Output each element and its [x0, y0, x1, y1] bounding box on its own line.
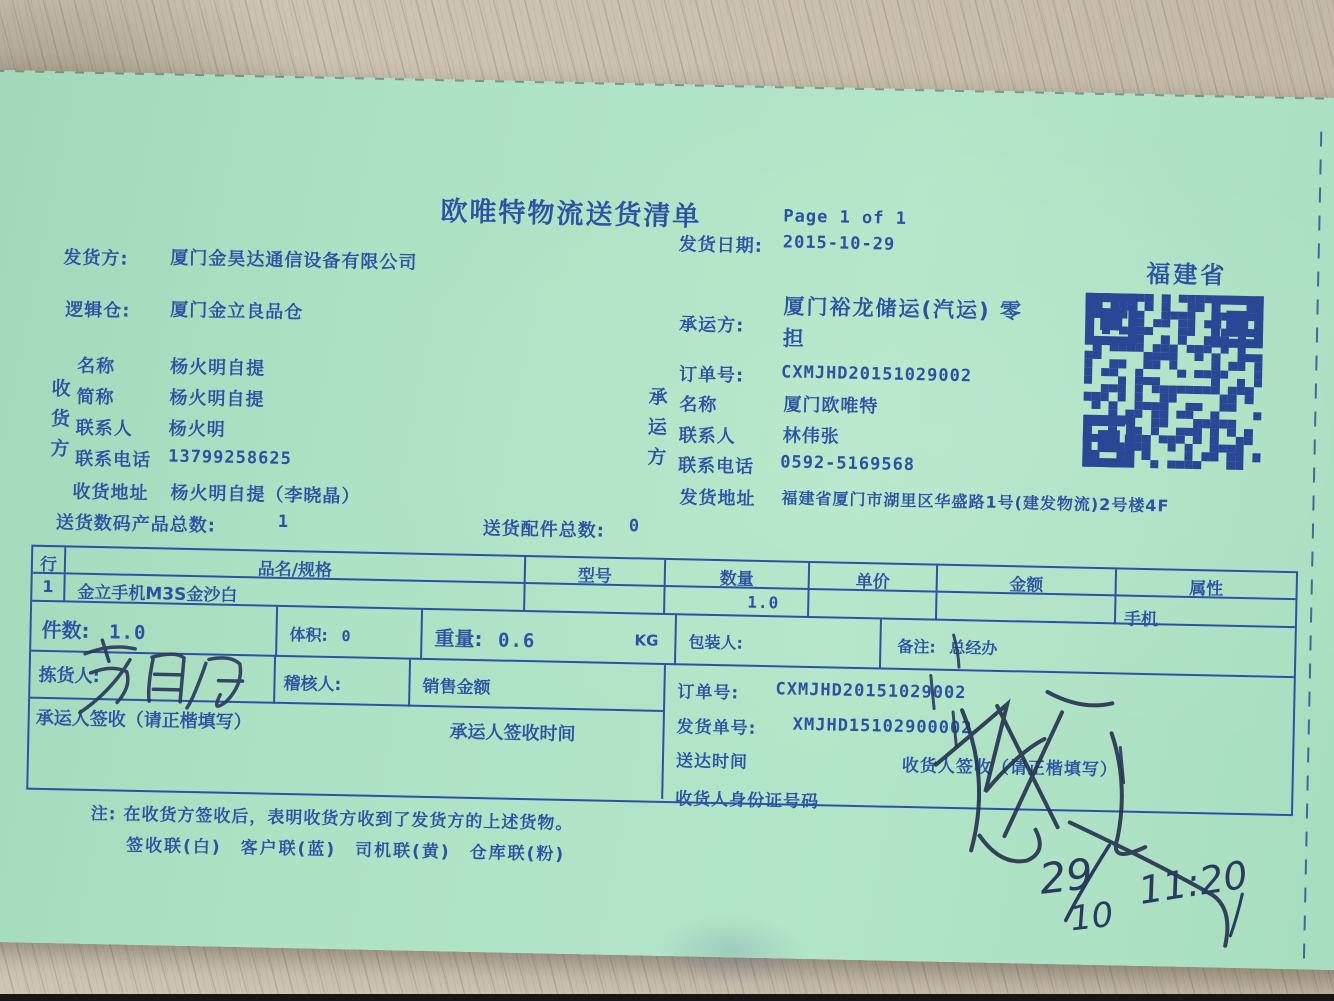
- sign-section: [28, 652, 1294, 814]
- header-cell-qty: 数量: [666, 560, 811, 590]
- weight-unit: KG: [634, 631, 659, 650]
- carrier-contact-value: 林伟张: [782, 425, 840, 448]
- consignee-contact-label: 联系人: [75, 417, 134, 440]
- shipper-value: 厦门金昊达通信设备有限公司: [170, 247, 418, 274]
- ship-date-label: 发货日期:: [678, 234, 764, 257]
- sign-left-column: [28, 652, 666, 801]
- items-table: [26, 545, 1298, 816]
- ship-address-label: 发货地址: [679, 487, 756, 510]
- sales-amount-label: 销售金额: [410, 660, 666, 712]
- block-order-value: CXMJHD20151029002: [775, 679, 967, 704]
- volume-value: 0: [341, 627, 352, 646]
- consignee-name-value: 杨火明自提: [169, 356, 266, 380]
- item-unit-price: [809, 590, 938, 621]
- perforation-line: [1303, 132, 1323, 970]
- header-cell-attribute: 属性: [1116, 569, 1296, 600]
- consignee-short-value: 杨火明自提: [169, 387, 265, 411]
- header-cell-name: 品名/规格: [66, 547, 526, 584]
- carrier-phone-label: 联系电话: [677, 455, 755, 478]
- warehouse-value: 厦门金立良品仓: [170, 299, 304, 324]
- pieces-label: 件数:: [41, 617, 90, 643]
- handwritten-date-day: 29: [1036, 848, 1096, 904]
- weight-value: 0.6: [497, 629, 536, 653]
- digital-total-value: 1: [277, 511, 290, 533]
- photo-bottom-strip: [0, 994, 1334, 1001]
- digital-total-label: 送货数码产品总数:: [55, 512, 217, 537]
- carrier-side-label: 承运方: [643, 386, 668, 477]
- volume-cell: [277, 607, 423, 660]
- consignee-name-label: 名称: [76, 355, 116, 378]
- block-shipment-label: 发货单号:: [676, 717, 757, 739]
- packer-label: 包装人:: [676, 615, 882, 669]
- carrier-label: 承运方:: [678, 314, 745, 337]
- item-qty: 1.0: [665, 587, 810, 618]
- ink-smudge: [656, 914, 807, 987]
- weight-cell: [422, 610, 677, 665]
- footer-note: 注: 在收货方签收后，表明收货方收到了发货方的上述货物。: [90, 803, 574, 835]
- block-order-label: 订单号:: [677, 682, 740, 704]
- page-indicator: Page 1 of 1: [783, 206, 908, 229]
- consignee-address-label: 收货地址: [72, 481, 149, 505]
- shipper-label: 发货方:: [63, 247, 129, 270]
- item-name: 金立手机M3S金沙白: [65, 574, 525, 612]
- carrier-name-label: 名称: [679, 394, 718, 416]
- item-amount: [937, 593, 1117, 625]
- pieces-cell: [31, 602, 278, 657]
- header-cell-row: 行: [33, 547, 67, 575]
- qr-finder-top-right: [1211, 295, 1264, 348]
- header-cell-model: 型号: [526, 557, 667, 587]
- consignee-side-label: 收货方: [46, 377, 71, 469]
- consignee-phone-label: 联系电话: [74, 448, 152, 472]
- carrier-order-value: CXMJHD20151029002: [780, 362, 973, 387]
- handwritten-date-month: 10: [1067, 894, 1116, 940]
- region-label: 福建省: [1145, 259, 1228, 290]
- item-index: 1: [32, 574, 66, 603]
- order-info-block: [663, 665, 1294, 814]
- qr-finder-bottom-left: [1082, 415, 1135, 468]
- remark-label: 备注:: [897, 636, 937, 657]
- header-cell-amount: 金额: [938, 566, 1118, 597]
- ship-date-value: 2015-10-29: [782, 232, 896, 255]
- consignee-short-label: 简称: [76, 386, 115, 409]
- block-shipment-value: XMJHD15102900002: [792, 714, 973, 739]
- consignee-contact-value: 杨火明: [168, 418, 227, 441]
- handwritten-datetime: [1035, 844, 1252, 943]
- consignee-address-value: 杨火明自提（李晓晶）: [170, 482, 361, 508]
- carrier-value-line1: 厦门裕龙储运(汽运) 零: [783, 294, 1024, 324]
- accessory-total-value: 0: [628, 516, 641, 537]
- carrier-sign-cell: [28, 699, 665, 799]
- carrier-sign-time-label: 承运人签收时间: [449, 721, 576, 746]
- receiver-sign-label: 收货人签收（请正楷填写）: [901, 755, 1119, 781]
- carrier-value-line2: 担: [782, 326, 806, 351]
- qr-code: [1082, 293, 1264, 471]
- item-model: [525, 584, 666, 615]
- carrier-sign-row: [28, 699, 665, 799]
- footer-copies: 签收联(白) 客户联(蓝) 司机联(黄) 仓库联(粉): [125, 835, 566, 865]
- volume-label: 体积:: [289, 625, 329, 645]
- delivery-note-paper: [0, 69, 1334, 970]
- carrier-contact-label: 联系人: [678, 425, 736, 448]
- handwritten-time: 11:20: [1135, 852, 1251, 913]
- carrier-order-label: 订单号:: [678, 364, 745, 387]
- weight-label: 重量:: [434, 626, 483, 652]
- document-title: 欧唯特物流送货清单: [440, 196, 702, 233]
- qr-finder-top-left: [1085, 293, 1138, 346]
- item-attribute: 手机: [1116, 596, 1296, 628]
- remark-value: 总经办: [949, 637, 998, 658]
- carrier-sign-label: 承运人签收（请正楷填写）: [35, 707, 252, 734]
- header-cell-unit-price: 单价: [810, 563, 939, 593]
- receiver-id-label: 收货人身份证号码: [674, 789, 820, 813]
- pieces-value: 1.0: [108, 621, 147, 645]
- ship-address-value: 福建省厦门市湖里区华盛路1号(建发物流)2号楼4F: [781, 488, 1170, 516]
- picker-label: 拣货人:: [30, 652, 276, 704]
- warehouse-label: 逻辑仓:: [65, 299, 131, 322]
- carrier-name-value: 厦门欧唯特: [783, 394, 879, 418]
- auditor-label: 稽核人:: [275, 657, 411, 707]
- carrier-phone-value: 0592-5169568: [780, 452, 916, 476]
- remark-cell: [881, 619, 1295, 678]
- delivery-time-label: 送达时间: [675, 751, 749, 773]
- accessory-total-label: 送货配件总数:: [482, 518, 606, 542]
- consignee-phone-value: 13799258625: [168, 446, 292, 470]
